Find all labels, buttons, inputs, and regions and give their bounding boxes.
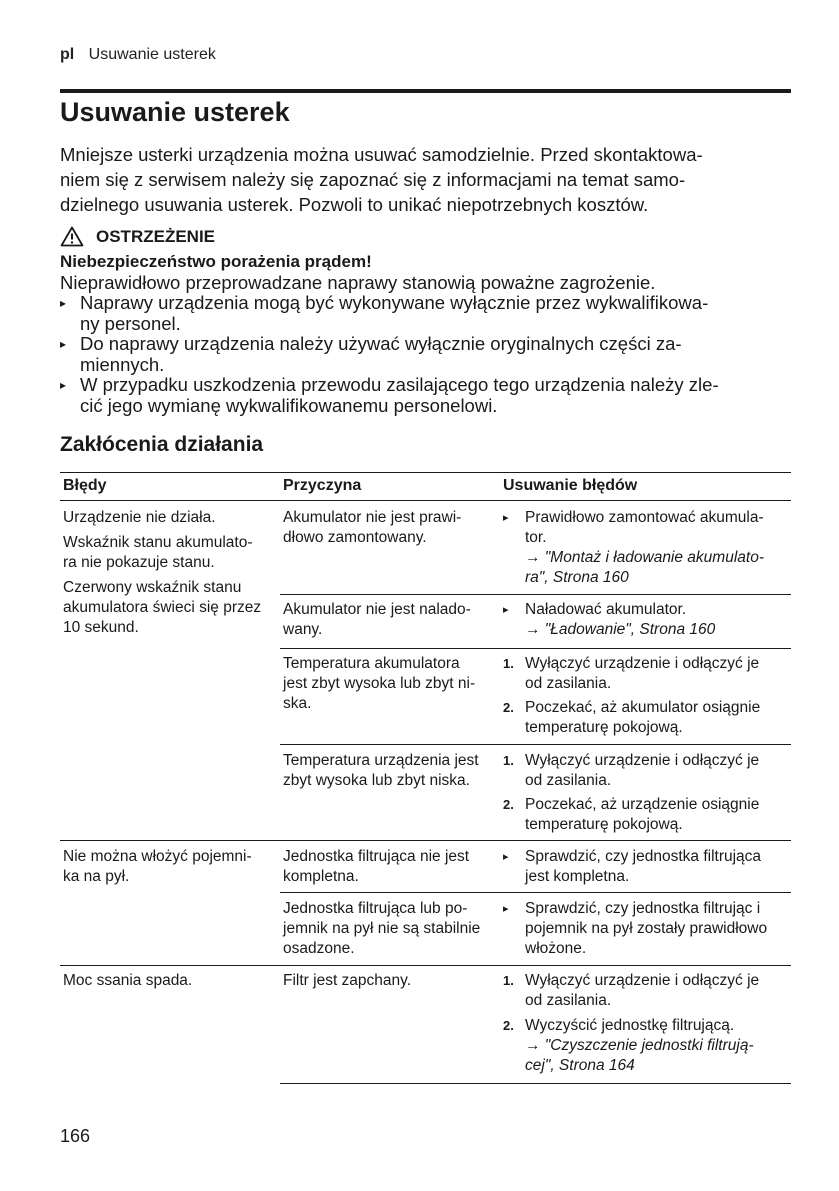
remedy-step [525,971,759,1011]
remedy-line: włożone. [525,940,587,957]
cause-line: Akumulator nie jest nalado- [283,601,471,618]
remedy-line: temperaturę pokojową. [525,719,683,736]
troubleshooting-table [60,473,791,1113]
cause-line: kompletna. [283,868,359,885]
row-rule [280,648,791,649]
cross-reference-link[interactable]: cej", Strona 164 [525,1057,635,1074]
page-number: 166 [60,1126,91,1146]
cross-reference-link[interactable]: ra", Strona 160 [525,569,629,586]
step-number: 2. [503,797,514,812]
bullet-arrow-icon: ▸ [60,378,67,392]
row-rule [280,594,791,595]
bullet-line: Do naprawy urządzenia należy używać wyłącznie oryginalnych części za- [80,333,682,354]
cause-line: jest zbyt wysoka lub zbyt ni- [283,675,476,692]
remedy-step [525,698,760,738]
cross-reference-link[interactable]: → "Ładowanie", Strona 160 [525,621,716,638]
remedy-line: od zasilania. [525,992,612,1009]
step-number: 1. [503,656,514,671]
running-header [60,46,216,64]
bullet-arrow-icon: ▸ [60,337,67,351]
cause-cell [283,600,471,640]
remedy-line: Prawidłowo zamontować akumula- [525,509,764,526]
intro-line: Mniejsze usterki urządzenia można usuwać samodzielnie. Przed skontaktowa- [60,144,703,165]
error-line: 10 sekund. [63,619,139,636]
cause-line: Temperatura akumulatora [283,655,460,672]
bullet-arrow-icon: ▸ [503,604,509,616]
error-line: akumulatora świeci się przez [63,599,262,616]
remedy-line: Wyłączyć urządzenie i odłączyć je [525,972,760,989]
warning-subtitle: Niebezpieczeństwo porażenia prądem! [60,252,372,271]
error-line: Nie można włożyć pojemni- [63,848,252,865]
step-number: 1. [503,753,514,768]
list-item [60,375,800,416]
cross-reference-link[interactable]: → "Montaż i ładowanie akumulato- [525,549,764,566]
remedy-line: pojemnik na pył zostały prawidłowo [525,920,768,937]
bullet-arrow-icon: ▸ [503,851,509,863]
warning-triangle-icon [60,226,84,247]
header-section: Usuwanie usterek [88,46,216,63]
column-header-errors: Błędy [63,477,107,494]
remedy-cell [525,847,761,887]
remedy-line: Sprawdzić, czy jednostka filtrująca [525,848,762,865]
step-number: 2. [503,1018,514,1033]
header-rule [60,500,791,501]
title-rule [60,89,791,93]
row-rule [280,744,791,745]
remedy-line: Naładować akumulator. [525,601,687,618]
group-rule [60,965,791,966]
error-cell [63,508,261,638]
error-line: Czerwony wskaźnik stanu [63,579,242,596]
group-rule [60,840,791,841]
error-cell [63,971,192,991]
bullet-line: Naprawy urządzenia mogą być wykonywane wyłącznie przez wykwalifikowa- [80,292,709,313]
cross-reference-link[interactable]: → "Czyszczenie jednostki filtrują- [525,1037,754,1054]
step-number: 1. [503,973,514,988]
remedy-line: temperaturę pokojową. [525,816,683,833]
warning-label: OSTRZEŻENIE [96,226,216,246]
cause-line: ska. [283,695,312,712]
section-heading: Zakłócenia działania [60,433,264,456]
cause-cell [283,751,479,791]
bullet-arrow-icon: ▸ [503,512,509,524]
list-item [60,334,800,375]
remedy-line: Poczekać, aż akumulator osiągnie [525,699,761,716]
remedy-line: od zasilania. [525,772,612,789]
remedy-step [525,795,759,835]
column-header-remedy: Usuwanie błędów [503,477,638,494]
remedy-line: Wyczyścić jednostkę filtrującą. [525,1017,735,1034]
remedy-line: Poczekać, aż urządzenie osiągnie [525,796,760,813]
remedy-step [525,1016,754,1076]
bullet-line: ny personel. [80,312,181,334]
list-item [60,293,800,334]
cause-line: Filtr jest zapchany. [283,972,412,989]
cause-line: dłowo zamontowany. [283,529,427,546]
error-line: Wskaźnik stanu akumulato- [63,534,253,551]
cause-line: Jednostka filtrująca lub po- [283,900,468,917]
cause-line: Jednostka filtrująca nie jest [283,848,470,865]
remedy-cell [525,508,764,588]
column-header-cause: Przyczyna [283,477,362,494]
step-number: 2. [503,700,514,715]
remedy-step [525,654,759,694]
bullet-line: miennych. [80,353,165,375]
cause-line: Akumulator nie jest prawi- [283,509,462,526]
remedy-line: tor. [525,529,547,546]
remedy-cell [525,899,767,959]
row-rule [280,892,791,893]
intro-line: niem się z serwisem należy się zapoznać się z informacjami na temat samo- [60,169,686,190]
cause-cell [283,899,480,959]
cause-line: zbyt wysoka lub zbyt niska. [283,772,470,789]
cause-line: wany. [283,621,323,638]
warning-text: Nieprawidłowo przeprowadzane naprawy stanowią poważne zagrożenie. [60,272,656,293]
error-line: ra nie pokazuje stanu. [63,554,215,571]
cause-cell [283,654,475,714]
cause-cell [283,847,469,887]
warning-heading [60,226,215,247]
cause-cell [283,508,461,548]
remedy-line: Sprawdzić, czy jednostka filtrując i [525,900,761,917]
remedy-line: Wyłączyć urządzenie i odłączyć je [525,752,760,769]
cause-cell [283,971,411,991]
language-code: pl [60,46,75,63]
remedy-line: Wyłączyć urządzenie i odłączyć je [525,655,760,672]
bullet-line: cić jego wymianę wykwalifikowanemu personelowi. [80,394,498,416]
warning-bullet-list [60,293,800,416]
intro-paragraph [60,142,790,217]
remedy-step [525,751,759,791]
cause-line: osadzone. [283,940,355,957]
error-line: ka na pył. [63,868,130,885]
bullet-arrow-icon: ▸ [503,903,509,915]
error-line: Moc ssania spada. [63,972,193,989]
remedy-cell [525,600,715,640]
cause-line: jemnik na pył nie są stabilnie [283,920,481,937]
error-line: Urządzenie nie działa. [63,509,216,526]
remedy-line: jest kompletna. [525,868,630,885]
remedy-line: od zasilania. [525,675,612,692]
table-bottom-rule [280,1083,791,1084]
bullet-line: W przypadku uszkodzenia przewodu zasilającego tego urządzenia należy zle- [80,374,719,395]
error-cell [63,847,252,887]
cause-line: Temperatura urządzenia jest [283,752,479,769]
intro-line: dzielnego usuwania usterek. Pozwoli to unikać niepotrzebnych kosztów. [60,194,649,215]
page-title: Usuwanie usterek [60,97,290,127]
bullet-arrow-icon: ▸ [60,296,67,310]
